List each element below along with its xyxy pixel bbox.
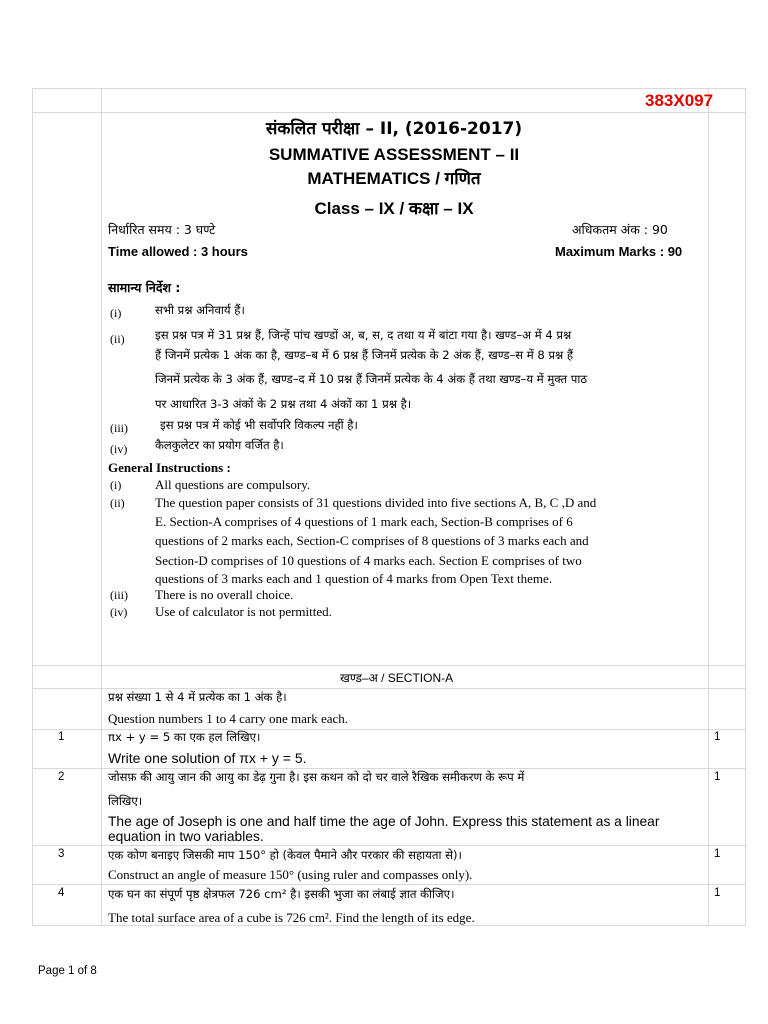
row-line xyxy=(32,768,746,769)
hi-item-num: (iv) xyxy=(110,442,128,456)
hi-item-text: सभी प्रश्न अनिवार्य हैं। xyxy=(155,303,245,317)
question-text-hindi: एक कोण बनाइए जिसकी माप 150° हो (केवल पैमाने और परकार की सहायता से)। xyxy=(108,848,462,862)
time-english: Time allowed : 3 hours xyxy=(108,244,248,259)
row-line xyxy=(32,112,746,113)
question-text-hindi: πx + y = 5 का एक हल लिखिए। xyxy=(108,730,261,744)
question-number: 4 xyxy=(58,887,65,899)
en-item-text: Section-D comprises of 10 questions of 4 marks each. Section E comprises of two xyxy=(155,553,582,568)
en-item-num: (iii) xyxy=(110,588,128,602)
hi-item-num: (ii) xyxy=(110,332,125,346)
question-text-hindi: एक घन का संपूर्ण पृष्ठ क्षेत्रफल 726 cm² है। इसकी भुजा का लंबाई ज्ञात कीजिए। xyxy=(108,887,455,901)
question-text-hindi: जोसफ़ की आयु जान की आयु का डेढ़ गुना है। इस कथन को दो चर वाले रैखिक समीकरण के रूप में xyxy=(108,770,525,784)
question-text-hindi: लिखिए। xyxy=(108,794,143,808)
row-line xyxy=(32,88,746,89)
en-item-text: All questions are compulsory. xyxy=(155,477,311,492)
question-text-english: The total surface area of a cube is 726 cm². Find the length of its edge. xyxy=(108,910,475,925)
subject-title: MATHEMATICS / गणित xyxy=(307,169,481,188)
time-hindi: निर्धारित समय : 3 घण्टे xyxy=(108,222,216,237)
question-marks: 1 xyxy=(714,887,721,899)
hi-item-text: पर आधारित 3-3 अंकों के 2 प्रश्न तथा 4 अंकों का 1 प्रश्न है। xyxy=(155,397,412,411)
question-text-english: The age of Joseph is one and half time the age of John. Express this statement as a linear xyxy=(108,814,660,829)
hi-item-text: जिनमें प्रत्येक के 3 अंक हैं, खण्ड–द में 10 प्रश्न हैं जिनमें प्रत्येक के 4 अंक हैं तथा खण्ड–य में मुक्त पाठ xyxy=(155,372,588,386)
en-item-num: (iv) xyxy=(110,605,128,619)
question-text-english: Write one solution of πx + y = 5. xyxy=(108,750,307,766)
en-item-text: questions of 2 marks each, Section-C comprises of 8 questions of 3 marks each and xyxy=(155,533,589,548)
en-item-num: (ii) xyxy=(110,496,125,510)
row-line xyxy=(32,884,746,885)
question-text-english: Construct an angle of measure 150° (using ruler and compasses only). xyxy=(108,867,473,882)
question-marks: 1 xyxy=(714,771,721,783)
row-line xyxy=(32,845,746,846)
hi-item-text: इस प्रश्न पत्र में 31 प्रश्न हैं, जिन्हें पांच खण्डों अ, ब, स, द तथा य में बांटा गया है। खण्ड–अ में 4 प्रश्न xyxy=(155,328,572,342)
paper-code: 383X097 xyxy=(645,91,714,110)
section-a-title: खण्ड–अ / SECTION-A xyxy=(340,671,454,685)
class-line: Class – IX / कक्षा – IX xyxy=(314,199,474,218)
en-item-text: Use of calculator is not permitted. xyxy=(155,604,332,619)
question-text-english: equation in two variables. xyxy=(108,829,264,844)
hi-item-text: इस प्रश्न पत्र में कोई भी सर्वोपरि विकल्प नहीं है। xyxy=(160,418,358,432)
section-a-intro-english: Question numbers 1 to 4 carry one mark each. xyxy=(108,711,349,726)
general-instructions-heading: General Instructions : xyxy=(108,460,231,475)
section-a-intro-hindi: प्रश्न संख्या 1 से 4 में प्रत्येक का 1 अंक है। xyxy=(108,690,287,704)
row-line xyxy=(32,665,746,666)
title-hindi: संकलित परीक्षा – II, (2016-2017) xyxy=(265,119,523,139)
question-marks: 1 xyxy=(714,848,721,860)
en-item-num: (i) xyxy=(110,478,122,492)
question-number: 2 xyxy=(58,771,65,783)
hi-item-text: कैलकुलेटर का प्रयोग वर्जित है। xyxy=(155,438,284,452)
question-number: 3 xyxy=(58,848,65,860)
marks-hindi: अधिकतम अंक : 90 xyxy=(572,222,668,237)
question-marks: 1 xyxy=(714,731,721,743)
title-english: SUMMATIVE ASSESSMENT – II xyxy=(268,145,520,164)
en-item-text: There is no overall choice. xyxy=(155,587,294,602)
marks-english: Maximum Marks : 90 xyxy=(555,244,683,259)
hi-item-text: हैं जिनमें प्रत्येक 1 अंक का है, खण्ड–ब में 6 प्रश्न हैं जिनमें प्रत्येक के 2 अंक हैं, खण्ड–स में 8 प्रश्न हैं xyxy=(155,348,574,362)
hi-item-num: (iii) xyxy=(110,421,128,435)
en-item-text: questions of 3 marks each and 1 question of 4 marks from Open Text theme. xyxy=(155,571,553,586)
en-item-text: The question paper consists of 31 questions divided into five sections A, B, C ,D and xyxy=(155,495,597,510)
page-number: Page 1 of 8 xyxy=(38,965,97,977)
en-item-text: E. Section-A comprises of 4 questions of 1 mark each, Section-B comprises of 6 xyxy=(155,514,573,529)
hi-item-num: (i) xyxy=(110,306,122,320)
row-line xyxy=(32,688,746,689)
hindi-instructions-heading: सामान्य निर्देश : xyxy=(108,280,181,295)
question-number: 1 xyxy=(58,731,65,743)
